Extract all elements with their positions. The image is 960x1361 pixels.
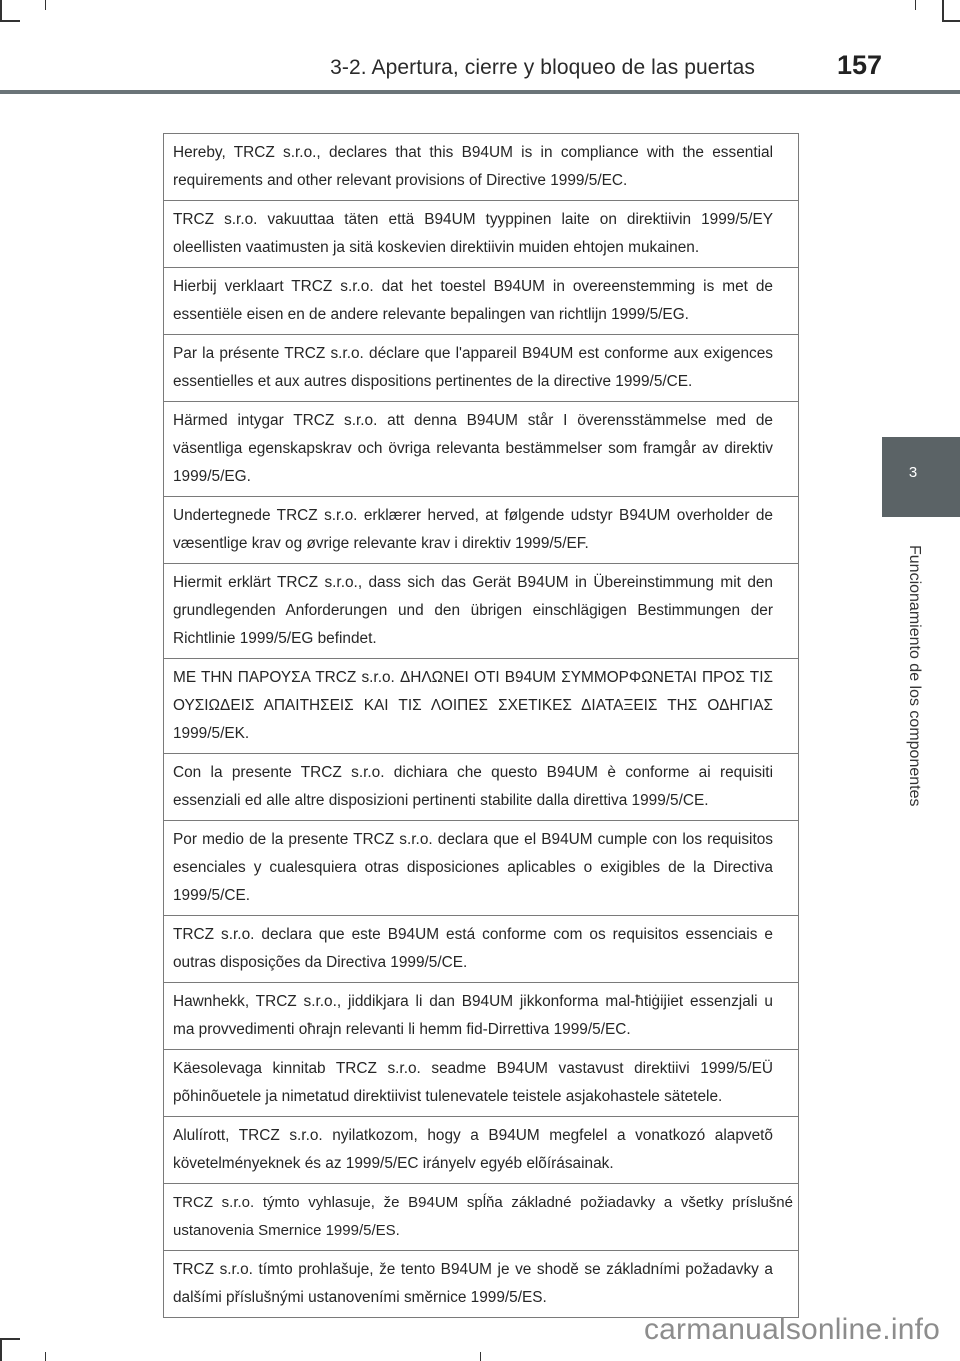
chapter-label: Funcionamiento de los componentes (906, 545, 923, 807)
declaration-text: Par la présente TRCZ s.r.o. déclare que l'appareil B94UM est conforme aux exigences essentielles et aux autres dispositions pertinentes de la directive 1999/5/CE. (173, 345, 773, 390)
declaration-row-german (164, 564, 798, 659)
crop-mark-bottom-left-v (0, 1338, 2, 1361)
declaration-row-swedish (164, 402, 798, 497)
declaration-text: Alulírott, TRCZ s.r.o. nyilatkozom, hogy a B94UM megfelel a vonatkozó alapvetõ követelményeknek és az 1999/5/EC irányelv egyéb elõírásainak. (173, 1127, 773, 1172)
declaration-text: Hiermit erklärt TRCZ s.r.o., dass sich das Gerät B94UM in Übereinstimmung mit den grundlegenden Anforderungen und den übrigen einschlägigen Bestimmungen der Richtlinie 1999/5/EG befindet. (173, 574, 773, 647)
declaration-row-hungarian (164, 1117, 798, 1184)
declarations-table (163, 133, 799, 1318)
declaration-text: Käesolevaga kinnitab TRCZ s.r.o. seadme B94UM vastavust direktiivi 1999/5/EÜ põhinõuetele ja nimetatud direktiivist tulenevatele teistele asjakohastele sätetele. (173, 1060, 773, 1105)
declaration-text: TRCZ s.r.o. declara que este B94UM está conforme com os requisitos essenciais e outras disposições da Directiva 1999/5/CE. (173, 926, 773, 971)
crop-mark-top-tick-1 (45, 0, 46, 10)
declaration-row-spanish (164, 821, 798, 916)
declaration-text: Härmed intygar TRCZ s.r.o. att denna B94UM står I överensstämmelse med de väsentliga egenskapskrav och övriga relevanta bestämmelser som framgår av direktiv 1999/5/EG. (173, 412, 773, 485)
declaration-text: Por medio de la presente TRCZ s.r.o. declara que el B94UM cumple con los requisitos esenciales y cualesquiera otras disposiciones aplicables o exigibles de la Directiva 1999/5/CE. (173, 831, 773, 904)
watermark-text: carmanualsonline.info (643, 1313, 940, 1346)
declaration-row-italian (164, 754, 798, 821)
crop-mark-bottom-tick-2 (480, 1352, 481, 1361)
declaration-row-danish (164, 497, 798, 564)
header-rule (0, 90, 960, 94)
crop-mark-top-left-h (0, 20, 20, 22)
declaration-row-greek (164, 659, 798, 754)
declaration-row-dutch (164, 268, 798, 335)
declaration-text: TRCZ s.r.o. tímto prohlašuje, že tento B94UM je ve shodě se základními požadavky a dalšími příslušnými ustanoveními směrnice 1999/5/ES. (173, 1261, 773, 1306)
section-title: 3-2. Apertura, cierre y bloqueo de las puertas (330, 56, 755, 79)
declaration-row-french (164, 335, 798, 402)
crop-mark-top-tick-2 (915, 0, 916, 10)
declaration-text: Hereby, TRCZ s.r.o., declares that this B94UM is in compliance with the essential requirements and other relevant provisions of Directive 1999/5/EC. (173, 144, 773, 189)
chapter-number: 3 (908, 464, 918, 481)
declaration-text: Hawnhekk, TRCZ s.r.o., jiddikjara li dan B94UM jikkonforma mal-ħtiġijiet essenzjali u ma provvedimenti oħrajn relevanti li hemm fid-Dirrettiva 1999/5/EC. (173, 993, 773, 1038)
declaration-row-finnish (164, 201, 798, 268)
crop-mark-top-right-h (942, 20, 960, 22)
chapter-tab (882, 437, 960, 517)
declaration-text: Undertegnede TRCZ s.r.o. erklærer herved, at følgende udstyr B94UM overholder de væsentlige krav og øvrige relevante krav i direktiv 1999/5/EF. (173, 507, 773, 552)
crop-mark-bottom-tick-1 (45, 1352, 46, 1361)
declaration-row-czech (164, 1251, 798, 1317)
declaration-row-slovak (164, 1184, 798, 1251)
declaration-row-estonian (164, 1050, 798, 1117)
declaration-row-english (164, 134, 798, 201)
page-number: 157 (836, 50, 882, 80)
crop-mark-top-left-v (0, 0, 2, 20)
crop-mark-bottom-left-h (0, 1338, 20, 1340)
declaration-text: ΜΕ ΤΗΝ ΠΑΡΟΥΣΑ TRCZ s.r.o. ΔΗΛΩΝΕΙ ΟΤΙ B94UM ΣΥΜΜΟΡΦΩΝΕΤΑΙ ΠΡΟΣ ΤΙΣ ΟΥΣΙΩΔΕΙΣ ΑΠΑΙΤΗΣΕΙΣ ΚΑΙ ΤΙΣ ΛΟΙΠΕΣ ΣΧΕΤΙΚΕΣ ΔΙΑΤΑΞΕΙΣ ΤΗΣ ΟΔΗΓΙΑΣ 1999/5/ΕΚ. (173, 669, 773, 742)
declaration-text: Hierbij verklaart TRCZ s.r.o. dat het toestel B94UM in overeenstemming is met de essentiële eisen en de andere relevante bepalingen van richtlijn 1999/5/EG. (173, 278, 773, 323)
declaration-text: Con la presente TRCZ s.r.o. dichiara che questo B94UM è conforme ai requisiti essenziali ed alle altre disposizioni pertinenti stabilite dalla direttiva 1999/5/CE. (173, 764, 773, 809)
crop-mark-top-right-v (942, 0, 944, 20)
declaration-text: TRCZ s.r.o. vakuuttaa täten että B94UM tyyppinen laite on direktiivin 1999/5/EY oleellisten vaatimusten ja sitä koskevien direktiivin muiden ehtojen mukainen. (173, 211, 773, 256)
declaration-row-portuguese (164, 916, 798, 983)
declaration-row-maltese (164, 983, 798, 1050)
declaration-text: TRCZ s.r.o. týmto vyhlasuje, že B94UM spĺňa základné požiadavky a všetky príslušné ustanovenia Smernice 1999/5/ES. (173, 1194, 793, 1239)
